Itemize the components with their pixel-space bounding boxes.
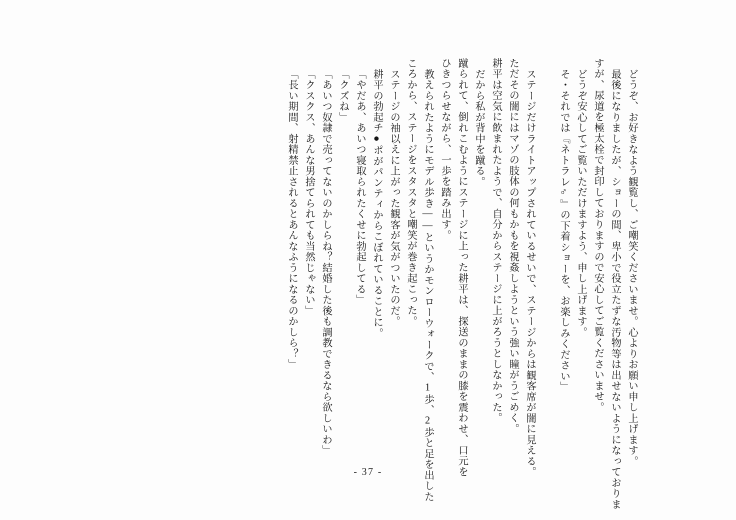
text-line: ただその闇にはマゾの肢体の何もかもを視姦しようという強い瞳がうごめく。 [507, 58, 518, 435]
text-line: 耕平は空気に飲まれたようで、自分からステージに上がろうとしなかった。 [490, 58, 501, 424]
text-line: 「クスクス、あんな男捨てられても当然じゃない」 [303, 69, 314, 317]
text-line: ステージだけライトアップされているせいで、ステージからは観客席が闇に見える。 [524, 69, 535, 478]
text-line: すが、尿道を極太栓で封印しておりますので安心してご覧くださいませ。 [592, 58, 603, 413]
text-line: そ・それでは『ネトラレ♂』の下着ショーを、お楽しみください」 [558, 69, 569, 393]
text-line: だから私が背中を蹴る。 [473, 69, 484, 188]
text-line: 蹴られて、倒れこむようにステージに上った耕平は、探送のままの膝を震わせ、口元を [456, 58, 467, 478]
text-line: ステージの袖以えに上がった観客が気がついたのだ。 [388, 69, 399, 327]
text-line: ころから、ステージをスタスタと嘲笑が巻き起こった。 [405, 58, 416, 327]
text-line: 「やだあ、あいつ寝取られたくせに勃起してる」 [354, 69, 365, 306]
text-line: 教えられたようにモデル歩き――というかモンローウォークで、1歩、2歩と足を出した [422, 69, 433, 503]
text-line: どうぞ、お好きなよう観覧し、ご嘲笑くださいませ。心よりお願い申し上げます。 [626, 69, 637, 467]
text-line: 「クズね」 [337, 69, 348, 123]
text-line: どうぞ安心してご覧いただけますよう、申し上げます。 [575, 69, 586, 338]
text-line-blank [538, 58, 555, 448]
text-line: ひきつらせながら、一歩を踏み出す。 [439, 58, 450, 241]
text-line: 「長い期間、射精禁止されるとあんなふうになるのかしら？」 [286, 69, 297, 370]
page-number: - 37 - [353, 467, 383, 478]
text-line: 耕平の勃起チ●ポがパンティからこぼれていることに。 [371, 69, 382, 339]
text-line: 「あいつ奴隷で売ってないのかしらね？結婚した後も調教できるなら欲しいわ」 [320, 69, 331, 456]
text-line: 最後になりましたが、ショーの間、卑小で役立たずな汚物等は出せないようになっておりま [609, 69, 620, 510]
